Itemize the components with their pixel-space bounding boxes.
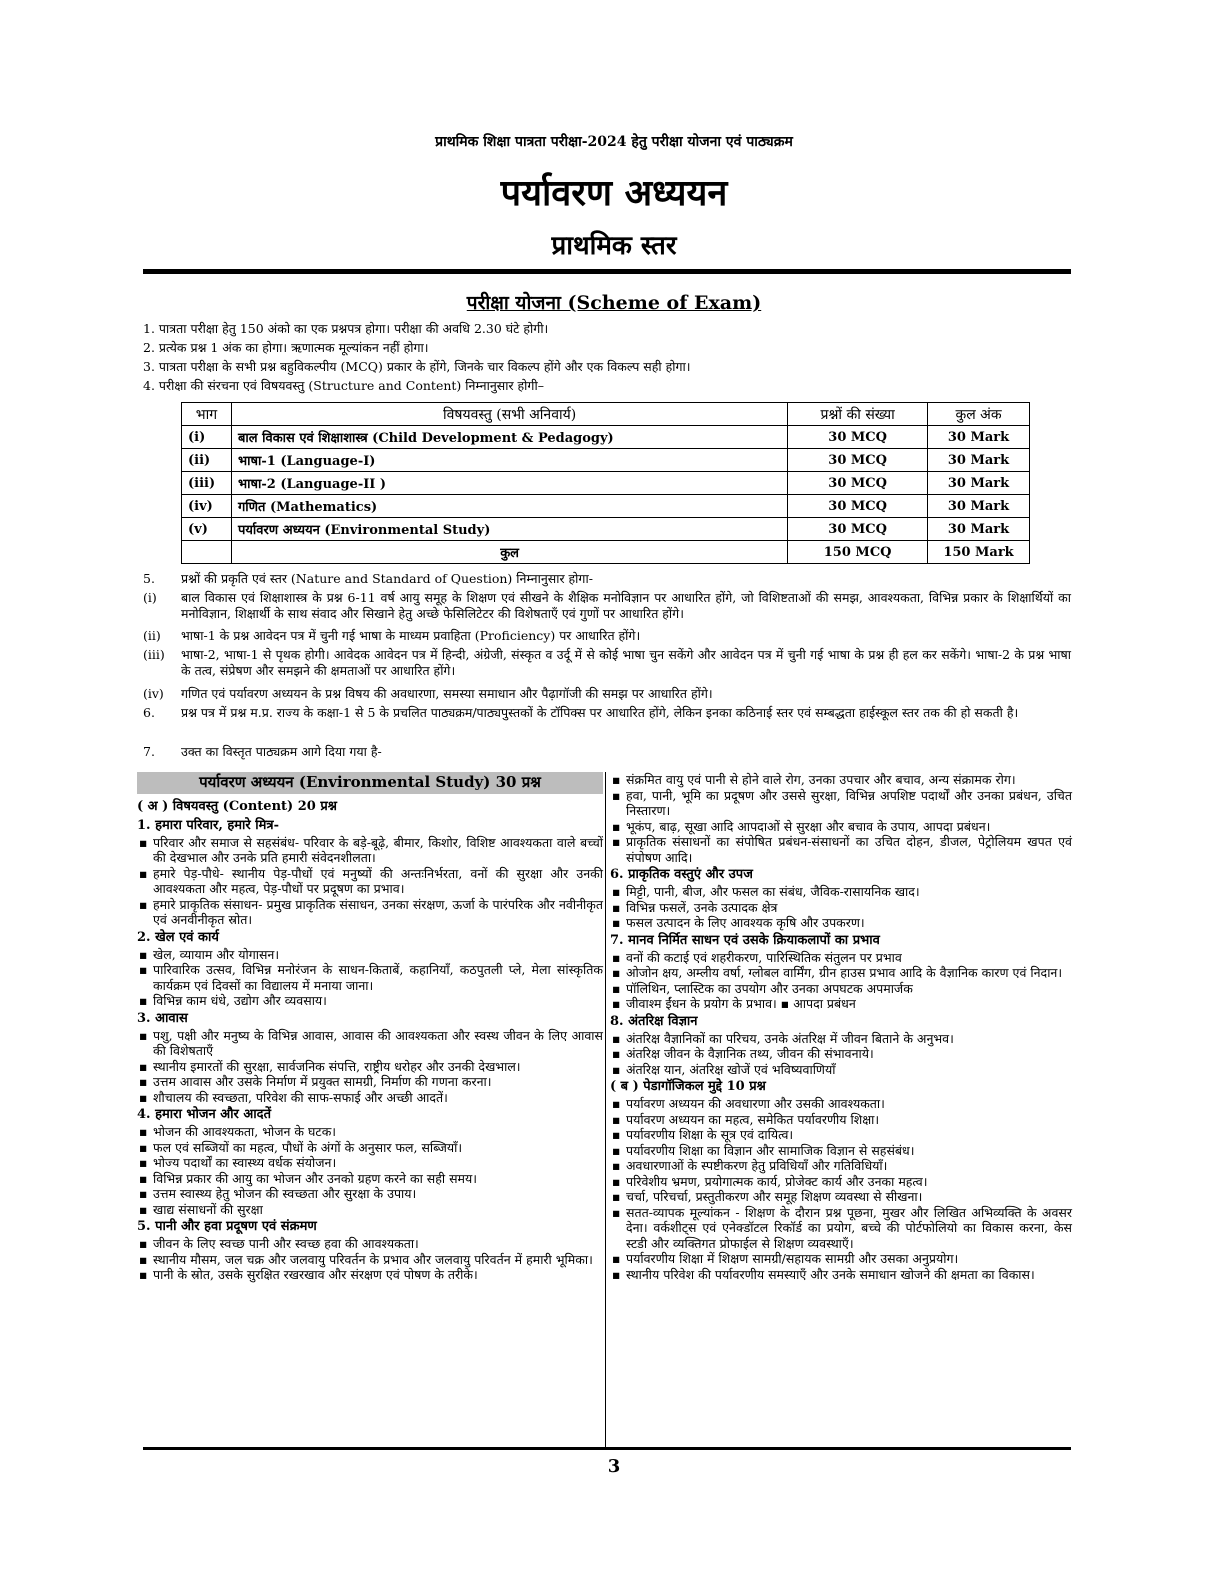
list-item [137,1171,603,1187]
note-number: (i) [143,590,157,605]
list-item-text: पारिवारिक उत्सव, विभिन्न मनोरंजन के साधन-किताबें, कहानियाँ, कठपुतली प्ले, मेला सांस्कृतिक कार्यक्रम एवं दिवसों का विद्यालय में मनाया जाना। [153,962,603,993]
list-item [610,981,1072,997]
table-row [182,472,1030,495]
list-item-text: शौचालय की स्वच्छता, परिवेश की साफ-सफाई और अच्छी आदतें। [153,1089,448,1105]
bullet-icon: ▪ [612,1158,621,1173]
note-number: (iv) [143,686,164,701]
note-text: प्रश्नों की प्रकृति एवं स्तर (Nature and Standard of Question) निम्नानुसार होगा- [181,571,593,586]
list-item [137,1028,603,1059]
scheme-title-text: परीक्षा योजना (Scheme of Exam) [466,292,762,314]
page-number: 3 [607,1456,621,1477]
list-item-text: वनों की कटाई एवं शहरीकरण, पारिस्थितिक संतुलन पर प्रभाव [626,949,902,965]
list-item-text: उत्तम आवास और उसके निर्माण में प्रयुक्त सामग्री, निर्माण की गणना करना। [153,1074,492,1089]
list-item-text: अवधारणाओं के स्पष्टीकरण हेतु प्रविधियाँ और गतिविधियाँ। [626,1158,888,1173]
scheme-point-3: 3. पात्रता परीक्षा के सभी प्रश्न बहुविकल्पीय (MCQ) प्रकार के होंगे, जिनके चार विकल्प होंगे और एक विकल्प सही होगा। [143,359,691,374]
bullet-icon: ▪ [139,834,148,850]
list-item [610,996,1072,1012]
bullet-icon: ▪ [139,1089,148,1105]
table-row [182,495,1030,518]
bullet-icon: ▪ [139,896,148,912]
scheme-point-2: 2. प्रत्येक प्रश्न 1 अंक का होगा। ऋणात्मक मूल्यांकन नहीं होगा। [143,340,429,355]
bullet-icon: ▪ [612,1061,621,1077]
note-item [143,647,1071,678]
section-heading: 2. खेल एवं कार्य [137,929,219,945]
section-heading: 5. पानी और हवा प्रदूषण एवं संक्रमण [137,1219,317,1234]
bottom-rule [143,1447,1071,1450]
total-marks: 150 Mark [928,541,1030,564]
note-number: (ii) [143,628,161,643]
list-item-text: हमारे पेड़-पौधे- स्थानीय पेड़-पौधों एवं मनुष्यों की अन्तःनिर्भरता, वनों की सुरक्षा और उनकी आवश्यकता और महत्व, पेड़-पौधों पर प्रदूषण का प्रभाव। [153,865,603,896]
bullet-icon: ▪ [612,1127,621,1142]
note-item [143,744,1071,760]
scheme-point-4: 4. परीक्षा की संरचना एवं विषयवस्तु (Structure and Content) निम्नानुसार होगी– [143,378,544,393]
list-item [137,1252,603,1268]
list-item [610,1127,1072,1143]
syllabus-right-column [610,772,1072,1282]
total-empty-cell [182,541,232,564]
list-item-text: पानी के स्रोत, उसके सुरक्षित रखरखाव और संरक्षण एवं पोषण के तरीके। [153,1267,478,1282]
bullet-icon: ▪ [139,1186,148,1201]
bullet-icon: ▪ [612,787,621,803]
list-item-text: भूकंप, बाढ़, सूखा आदि आपदाओं से सुरक्षा और बचाव के उपाय, आपदा प्रबंधन। [626,818,991,834]
note-number: 5. [143,571,155,586]
level-title: प्राथमिक स्तर [551,231,677,261]
total-label: कुल [231,541,787,564]
list-item [610,1205,1072,1252]
row-marks: 30 Mark [928,495,1030,518]
list-item-text: उत्तम स्वास्थ्य हेतु भोजन की स्वच्छता और सुरक्षा के उपाय। [153,1186,417,1201]
list-item-text: अंतरिक्ष यान, अंतरिक्ष खोजें एवं भविष्यवाणियाँ [626,1061,836,1077]
list-item-text: प्राकृतिक संसाधनों का संपोषित प्रबंधन-संसाधनों का उचित दोहन, डीजल, पेट्रोलियम खपत एवं संपोषण आदि। [626,834,1072,865]
bullet-icon: ▪ [139,962,148,977]
note-item [143,590,1071,621]
row-questions: 30 MCQ [788,426,928,449]
note-number: 7. [143,744,155,759]
bullet-icon: ▪ [612,1266,621,1282]
list-item [610,1174,1072,1190]
table-row [182,426,1030,449]
list-item-text: विभिन्न फसलें, उनके उत्पादक क्षेत्र [626,899,778,915]
table-total-row [182,541,1030,564]
list-item-text: स्थानीय मौसम, जल चक्र और जलवायु परिवर्तन के प्रभाव और जलवायु परिवर्तन में हमारी भूमिका। [153,1251,593,1267]
row-questions: 30 MCQ [788,518,928,541]
list-item [610,1267,1072,1283]
header-content: विषयवस्तु (सभी अनिवार्य) [231,403,787,426]
note-item [143,628,1071,644]
list-item-text: फसल उत्पादन के लिए आवश्यक कृषि और उपकरण। [626,915,865,930]
list-item [137,947,603,963]
list-item-text: पर्यावरणीय शिक्षा में शिक्षण सामग्री/सहायक सामग्री और उसका अनुप्रयोग। [626,1251,959,1266]
bullet-icon: ▪ [139,1201,148,1217]
list-item-text: परिवार और समाज से सहसंबंध- परिवार के बड़े-बूढ़े, बीमार, किशोर, विशिष्ट आवश्यकता वाले बच्चों की देखभाल और उनके प्रति हमारी संवेदनशीलता। [153,834,603,865]
list-item-text: विभिन्न प्रकार की आयु का भोजन और उनको ग्रहण करने का सही समय। [153,1170,477,1186]
list-item-text: जीवन के लिए स्वच्छ पानी और स्वच्छ हवा की आवश्यकता। [153,1236,419,1251]
list-item-text: विभिन्न काम धंधे, उद्योग और व्यवसाय। [153,993,327,1008]
list-item [137,835,603,866]
list-item [610,834,1072,865]
bullet-icon: ▪ [612,899,621,915]
subsection-heading: ( अ ) विषयवस्तु (Content) 20 प्रश्न [137,798,337,814]
column-divider [605,772,606,1448]
bullet-icon: ▪ [612,965,621,980]
bullet-icon: ▪ [139,1155,148,1170]
section-heading: 6. प्राकृतिक वस्तुएं और उपज [610,867,753,882]
list-item [610,1096,1072,1112]
list-item-text: परिवेशीय भ्रमण, प्रयोगात्मक कार्य, प्रोजेक्ट कार्य और उनका महत्व। [626,1173,928,1189]
list-item-text: हवा, पानी, भूमि का प्रदूषण और उससे सुरक्षा, विभिन्न अपशिष्ट पदार्थों और उनका प्रबंधन, उचित निस्तारण। [626,787,1072,818]
syllabus-left-column [137,772,603,1283]
list-item [137,993,603,1009]
bullet-icon: ▪ [612,1030,621,1046]
list-item-text: स्थानीय परिवेश की पर्यावरणीय समस्याएँ और उनके समाधान खोजने की क्षमता का विकास। [626,1266,1035,1282]
exam-structure-table [181,402,1030,564]
list-item [610,772,1072,788]
bullet-icon: ▪ [612,1096,621,1111]
syllabus-heading: पर्यावरण अध्ययन (Environmental Study) 30 प्रश्न [137,772,603,794]
list-item [137,1124,603,1140]
row-part: (ii) [182,449,232,472]
list-item-text: मिट्टी, पानी, बीज, और फसल का संबंध, जैविक-रासायनिक खाद। [626,884,920,899]
list-item [137,1074,603,1090]
list-item-text: चर्चा, परिचर्चा, प्रस्तुतीकरण और समूह शिक्षण व्यवस्था से सीखना। [626,1189,923,1204]
list-item-text: फल एवं सब्जियों का महत्व, पौधों के अंगों के अनुसार फल, सब्जियाँ। [153,1139,463,1155]
bullet-icon: ▪ [612,1173,621,1189]
note-text: बाल विकास एवं शिक्षाशास्त्र के प्रश्न 6-11 वर्ष आयु समूह के शिक्षण एवं सीखने के शैक्षिक मनोविज्ञान पर आधारित होंगे, जो विशिष्टताओं की समझ, आवश्यकता, विभिन्न प्रकार के शिक्षार्थियों का मनोविज्ञान, शिक्षार्थी के साथ संवाद और सिखाने हेतु अच्छे फेसिलिटेटर की विशेषताएँ एवं गुणों पर आधारित होंगे। [181,590,1071,621]
bullet-icon: ▪ [612,1111,621,1127]
bullet-icon: ▪ [612,980,621,996]
bullet-icon: ▪ [612,1046,621,1061]
list-item [610,819,1072,835]
row-content: गणित (Mathematics) [231,495,787,518]
scheme-point-1: 1. पात्रता परीक्षा हेतु 150 अंको का एक प्रश्नपत्र होगा। परीक्षा की अवधि 2.30 घंटे होगी। [143,321,549,336]
bullet-icon: ▪ [612,915,621,930]
list-item-text: पर्यावरणीय शिक्षा का विज्ञान और सामाजिक विज्ञान से सहसंबंध। [626,1142,915,1158]
note-text: उक्त का विस्तृत पाठ्यक्रम आगे दिया गया है- [181,744,382,759]
row-content: बाल विकास एवं शिक्षाशास्त्र (Child Development & Pedagogy) [231,426,787,449]
list-item [610,1189,1072,1205]
bullet-icon: ▪ [612,949,621,965]
note-item [143,705,1071,721]
bullet-icon: ▪ [139,1267,148,1282]
bullet-icon: ▪ [612,1204,621,1220]
note-item [143,571,1071,587]
note-text: भाषा-2, भाषा-1 से पृथक होगी। आवेदक आवेदन पत्र में हिन्दी, अंग्रेजी, संस्कृत व उर्दू में से कोई भाषा चुन सकेंगे और आवेदन पत्र में चुनी गई भाषा के प्रश्न ही हल कर सकेंगे। भाषा-2 के प्रश्न भाषा के तत्व, संप्रेषण और समझने की क्षमताओं पर आधारित होंगे। [181,647,1071,678]
bullet-icon: ▪ [612,1251,621,1266]
list-item [137,866,603,897]
list-item [137,1186,603,1202]
bullet-icon: ▪ [139,865,148,881]
scheme-title [0,290,1228,316]
row-questions: 30 MCQ [788,449,928,472]
list-item-text: पर्यावरणीय शिक्षा के सूत्र एवं दायित्व। [626,1127,794,1142]
bullet-icon: ▪ [612,772,621,787]
list-item [610,1112,1072,1128]
bullet-icon: ▪ [139,1074,148,1089]
list-item-text: पशु, पक्षी और मनुष्य के विभिन्न आवास, आवास की आवश्यकता और स्वस्थ जीवन के लिए आवास की विशेषताएँ [153,1027,603,1058]
bullet-icon: ▪ [139,1124,148,1139]
right-item-list [610,772,1072,1282]
row-questions: 30 MCQ [788,472,928,495]
top-rule [143,269,1071,274]
list-item [610,1251,1072,1267]
row-part: (v) [182,518,232,541]
list-item [137,1267,603,1283]
bullet-icon: ▪ [139,1170,148,1186]
row-marks: 30 Mark [928,518,1030,541]
table-row [182,518,1030,541]
note-text: भाषा-1 के प्रश्न आवेदन पत्र में चुनी गई भाषा के माध्यम प्रवाहिता (Proficiency) पर आधारित होंगे। [181,628,641,643]
row-content: पर्यावरण अध्ययन (Environmental Study) [231,518,787,541]
bullet-icon: ▪ [612,834,621,849]
list-item [610,1046,1072,1062]
list-item [137,897,603,928]
section-heading: 1. हमारा परिवार, हमारे मित्र- [137,817,279,833]
bullet-icon: ▪ [139,1236,148,1251]
note-text: गणित एवं पर्यावरण अध्ययन के प्रश्न विषय की अवधारणा, समस्या समाधान और पैढ़ागॉजी की समझ पर आधारित होंगे। [181,686,713,701]
list-item-text: स्थानीय इमारतों की सुरक्षा, सार्वजनिक संपत्ति, राष्ट्रीय धरोहर और उनकी देखभाल। [153,1058,521,1074]
bullet-icon: ▪ [139,1027,148,1043]
row-content: भाषा-2 (Language-II ) [231,472,787,495]
list-item [137,962,603,993]
list-item-text: पर्यावरण अध्ययन की अवधारणा और उसकी आवश्यकता। [626,1096,885,1111]
list-item-text: भोज्य पदार्थों का स्वास्थ्य वर्धक संयोजन। [153,1155,337,1170]
list-item [610,1062,1072,1078]
section-heading: 4. हमारा भोजन और आदतें [137,1107,271,1122]
subject-title: पर्यावरण अध्ययन [500,172,728,214]
list-item-text: जीवाश्म ईंधन के प्रयोग के प्रभाव। ▪ आपदा प्रबंधन [626,996,856,1011]
list-item [610,884,1072,900]
header-question-count: प्रश्नों की संख्या [788,403,928,426]
bullet-icon: ▪ [612,884,621,899]
list-item [610,950,1072,966]
list-item-text: ओजोन क्षय, अम्लीय वर्षा, ग्लोबल वार्मिंग, ग्रीन हाउस प्रभाव आदि के वैज्ञानिक कारण एवं निदान। [626,965,1063,980]
note-number: 6. [143,705,155,720]
bullet-icon: ▪ [139,1058,148,1074]
row-part: (iv) [182,495,232,518]
section-heading: 7. मानव निर्मित साधन एवं उसके क्रियाकलापों का प्रभाव [610,932,880,948]
list-item [137,1202,603,1218]
list-item-text: पर्यावरण अध्ययन का महत्व, समेकित पर्यावरणीय शिक्षा। [626,1111,880,1127]
note-number: (iii) [143,647,165,662]
bullet-icon: ▪ [612,1189,621,1204]
row-part: (i) [182,426,232,449]
list-item [137,1090,603,1106]
list-item [137,1155,603,1171]
list-item-text: सतत-व्यापक मूल्यांकन - शिक्षण के दौरान प्रश्न पूछना, मुखर और लिखित अभिव्यक्ति के अवसर देना। वर्कशीट्स एवं एनेक्डॉटल रिकॉर्ड का प्रयोग, बच्चे की पोर्टफोलियो का विकास करना, केस स्टडी और व्यक्तिगत प्रोफाईल से शिक्षण व्यवस्थाएँ। [626,1204,1072,1251]
list-item-text: अंतरिक्ष वैज्ञानिकों का परिचय, उनके अंतरिक्ष में जीवन बिताने के अनुभव। [626,1030,954,1046]
bullet-icon: ▪ [139,1251,148,1267]
list-item-text: खेल, व्यायाम और योगासन। [153,946,280,962]
section-heading: 8. अंतरिक्ष विज्ञान [610,1013,698,1029]
total-questions: 150 MCQ [788,541,928,564]
list-item-text: हमारे प्राकृतिक संसाधन- प्रमुख प्राकृतिक संसाधन, उनका संरक्षण, ऊर्जा के पारंपरिक और नवीनीकृत एवं अनवीनीकृत स्रोत। [153,896,603,927]
list-item [610,1031,1072,1047]
bullet-icon: ▪ [139,993,148,1008]
note-text: प्रश्न पत्र में प्रश्न म.प्र. राज्य के कक्षा-1 से 5 के प्रचलित पाठ्यक्रम/पाठ्यपुस्तकों के टॉपिक्स पर आधारित होंगे, लेकिन इनका कठिनाई स्तर एवं सम्बद्धता हाईस्कूल स्तर तक की हो सकती है। [181,705,1019,720]
list-item [610,788,1072,819]
row-marks: 30 Mark [928,449,1030,472]
row-part: (iii) [182,472,232,495]
note-item [143,686,1071,702]
bullet-icon: ▪ [612,996,621,1011]
list-item-text: भोजन की आवश्यकता, भोजन के घटक। [153,1124,337,1139]
list-item [137,1059,603,1075]
table-header-row [182,403,1030,426]
bullet-icon: ▪ [612,818,621,834]
row-content: भाषा-1 (Language-I) [231,449,787,472]
document-title: प्राथमिक शिक्षा पात्रता परीक्षा-2024 हेतु परीक्षा योजना एवं पाठ्यक्रम [435,134,793,150]
header-part: भाग [182,403,232,426]
list-item-text: खाद्य संसाधनों की सुरक्षा [153,1201,263,1217]
row-marks: 30 Mark [928,426,1030,449]
subsection-heading: ( ब ) पेडागॉजिकल मुद्दे 10 प्रश्न [610,1079,766,1094]
list-item [610,1158,1072,1174]
section-heading: 3. आवास [137,1010,188,1026]
list-item [137,1140,603,1156]
left-item-list [137,797,603,1283]
list-item [610,915,1072,931]
row-questions: 30 MCQ [788,495,928,518]
header-total-marks: कुल अंक [928,403,1030,426]
list-item [610,900,1072,916]
list-item [610,965,1072,981]
table-row [182,449,1030,472]
list-item-text: संक्रमित वायु एवं पानी से होने वाले रोग, उनका उपचार और बचाव, अन्य संक्रामक रोग। [626,772,1016,787]
list-item [610,1143,1072,1159]
bullet-icon: ▪ [139,1139,148,1155]
bullet-icon: ▪ [139,946,148,962]
list-item-text: पॉलिथिन, प्लास्टिक का उपयोग और उनका अपघटक अपमार्जक [626,980,913,996]
list-item-text: अंतरिक्ष जीवन के वैज्ञानिक तथ्य, जीवन की संभावनाये। [626,1046,874,1061]
row-marks: 30 Mark [928,472,1030,495]
bullet-icon: ▪ [612,1142,621,1158]
list-item [137,1236,603,1252]
